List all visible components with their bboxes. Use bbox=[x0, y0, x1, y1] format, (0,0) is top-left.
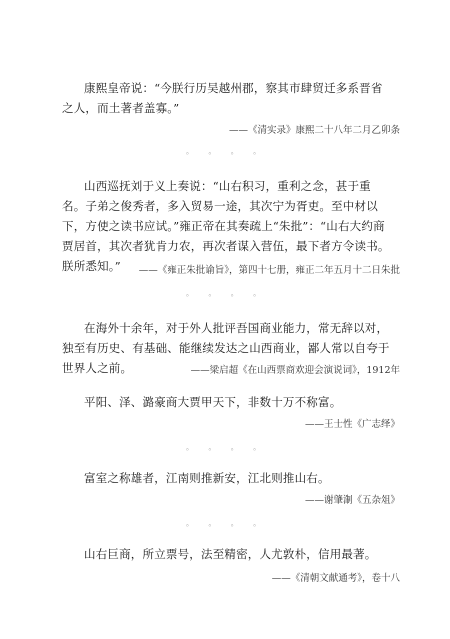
section-separator: ◦ ◦ ◦ ◦ bbox=[185, 522, 265, 530]
source-xie-zhaozhe: ——谢肇淛《五杂俎》 bbox=[304, 495, 400, 506]
source-kangxi: ——《清实录》康熙二十八年二月乙卯条 bbox=[228, 125, 400, 136]
section-separator: ◦ ◦ ◦ ◦ bbox=[185, 150, 265, 158]
quote-wang-shixing: 平阳、泽、潞豪商大贾甲天下，非数十万不称富。 bbox=[84, 395, 342, 409]
quote-xie-zhaozhe: 富室之称雄者，江南则推新安，江北则推山右。 bbox=[84, 471, 330, 485]
source-wenxian-tongkao: ——《清朝文献通考》，卷十八 bbox=[271, 573, 400, 584]
quote-kangxi: 康熙皇帝说：“今朕行历吴越州郡，察其市肆贸迁多系晋省之人，而土著者盖寡。” bbox=[62, 81, 383, 115]
section-separator: ◦ ◦ ◦ ◦ bbox=[185, 292, 265, 300]
quote-wenxian-tongkao: 山右巨商，所立票号，法至精密，人尤敦朴，信用最著。 bbox=[84, 547, 377, 561]
section-separator: ◦ ◦ ◦ ◦ bbox=[185, 446, 265, 454]
source-yongzheng: ——《雍正朱批谕旨》，第四十七册，雍正二年五月十二日朱批 bbox=[138, 265, 400, 276]
quote-liu-yuyi: 山西巡抚刘于义上奏说：“山右积习，重利之念，甚于重名。子弟之俊秀者，多入贸易一途，其次宁为胥吏。至中材以下，方使之读书应试。”雍正帝在其奏疏上“朱批”：“山右大约商贾居首，其次者犹肯力农，再次者谋入营伍，最下者方令读书。朕所悉知。” bbox=[62, 179, 390, 273]
source-liang-qichao: ——梁启超《在山西票商欢迎会演说词》，1912年 bbox=[190, 365, 400, 376]
source-wang-shixing: ——王士性《广志绎》 bbox=[304, 419, 400, 430]
quote-liang-qichao: 在海外十余年，对于外人批评吾国商业能力，常无辞以对，独至有历史、有基础、能继续发达之山西商业，鄙人常以自夸于世界人之前。 bbox=[62, 321, 390, 375]
